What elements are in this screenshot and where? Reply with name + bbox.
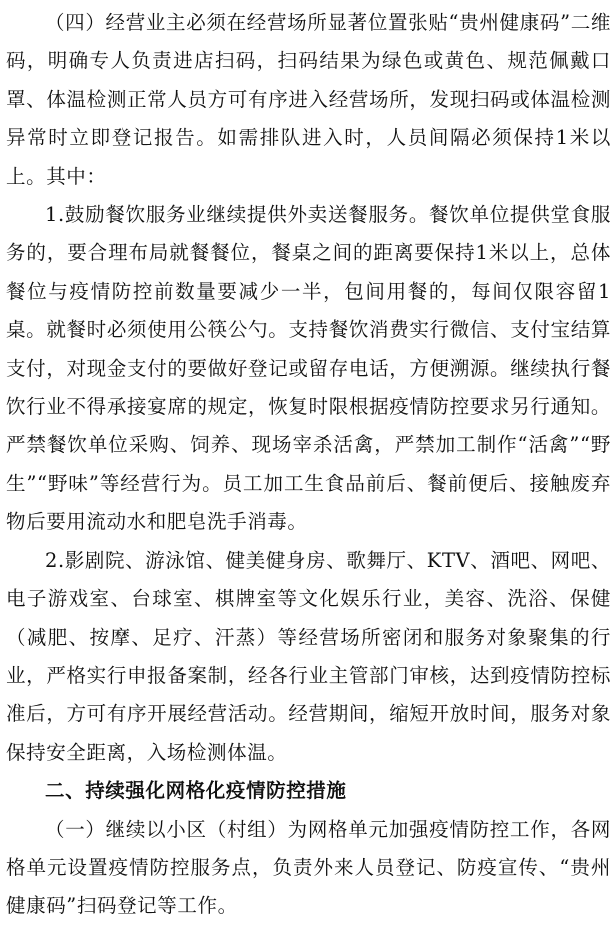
paragraph-2-entertainment: 2.影剧院、游泳馆、健美健身房、歌舞厅、KTV、酒吧、网吧、电子游戏室、台球室、棋牌室等文化娱乐行业，美容、洗浴、保健（减肥、按摩、足疗、汗蒸）等经营场所密闭和服务对象聚集的行业，严格实行申报备案制，经各行业主管部门审核，达到疫情防控标准后，方可有序开展经营活动。经营期间，缩短开放时间，服务对象保持安全距离，入场检测体温。 bbox=[6, 548, 611, 764]
paragraph-section-1-grid: （一）继续以小区（村组）为网格单元加强疫情防控工作，各网格单元设置疫情防控服务点，负责外来人员登记、防疫宣传、“贵州健康码”扫码登记等工作。 bbox=[6, 817, 611, 918]
section-heading: 二、持续强化网格化疫情防控措施 bbox=[45, 779, 347, 803]
paragraph-4-shop-owner-rules: （四）经营业主必须在经营场所显著位置张贴“贵州健康码”二维码，明确专人负责进店扫码，扫码结果为绿色或黄色、规范佩戴口罩、体温检测正常人员方可有序进入经营场所，发现扫码或体温检测异常时立即登记报告。如需排队进入时，人员间隔必须保持1米以上。其中： bbox=[6, 11, 611, 188]
paragraph-1-catering: 1.鼓励餐饮服务业继续提供外卖送餐服务。餐饮单位提供堂食服务的，要合理布局就餐餐位，餐桌之间的距离要保持1米以上，总体餐位与疫情防控前数量要减少一半，包间用餐的，每间仅限容留1桌。就餐时必须使用公筷公勺。支持餐饮消费实行微信、支付宝结算支付，对现金支付的要做好登记或留存电话，方便溯源。继续执行餐饮行业不得承接宴席的规定，恢复时限根据疫情防控要求另行通知。严禁餐饮单位采购、饲养、现场宰杀活禽，严禁加工制作“活禽”“野生”“野味”等经营行为。员工加工生食品前后、餐前便后、接触废弃物后要用流动水和肥皂洗手消毒。 bbox=[6, 203, 611, 534]
